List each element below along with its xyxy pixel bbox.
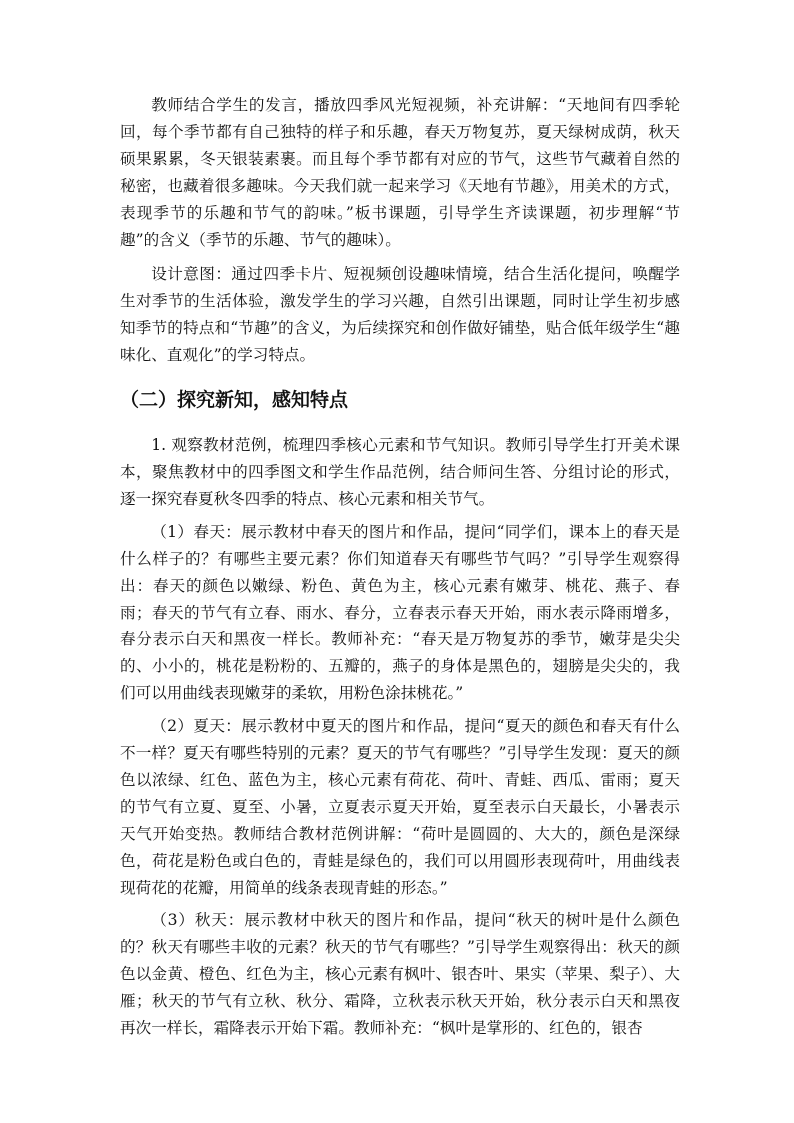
paragraph-spring: （1）春天：展示教材中春天的图片和作品，提问“同学们，课本上的春天是什么样子的？有哪些主要元素？你们知道春天有哪些节气吗？”引导学生观察得出：春天的颜色以嫩绿、粉色、黄色为主，核心元素有嫩芽、桃花、燕子、春雨；春天的节气有立春、雨水、春分，立春表示春天开始，雨水表示降雨增多，春分表示白天和黑夜一样长。教师补充：“春天是万物复苏的季节，嫩芽是尖尖的、小小的，桃花是粉粉的、五瓣的，燕子的身体是黑色的，翅膀是尖尖的，我们可以用曲线表现嫩芽的柔软，用粉色涂抹桃花。” — [120, 522, 680, 703]
paragraph-design-intent: 设计意图：通过四季卡片、短视频创设趣味情境，结合生活化提问，唤醒学生对季节的生活体验，激发学生的学习兴趣，自然引出课题，同时让学生初步感知季节的特点和“节趣”的含义，为后续探究和创作做好铺垫，贴合低年级学生“趣味化、直观化”的学习特点。 — [120, 265, 680, 365]
paragraph-teacher-intro: 教师结合学生的发言，播放四季风光短视频，补充讲解：“天地间有四季轮回，每个季节都有自己独特的样子和乐趣，春天万物复苏，夏天绿树成荫，秋天硕果累累，冬天银装素裹。而且每个季节都有对应的节气，这些节气藏着自然的秘密，也藏着很多趣味。今天我们就一起来学习《天地有节趣》，用美术的方式，表现季节的乐趣和节气的韵味。”板书课题，引导学生齐读课题，初步理解“节趣”的含义（季节的乐趣、节气的趣味）。 — [120, 96, 680, 249]
section-heading: （二）探究新知，感知特点 — [120, 389, 349, 412]
paragraph-autumn: （3）秋天：展示教材中秋天的图片和作品，提问“秋天的树叶是什么颜色的？秋天有哪些丰收的元素？秋天的节气有哪些？”引导学生观察得出：秋天的颜色以金黄、橙色、红色为主，核心元素有枫叶、银杏叶、果实（苹果、梨子）、大雁；秋天的节气有立秋、秋分、霜降，立秋表示秋天开始，秋分表示白天和黑夜再次一样长，霜降表示开始下霜。教师补充：“枫叶是掌形的、红色的，银杏 — [120, 911, 680, 1038]
paragraph-summer: （2）夏天：展示教材中夏天的图片和作品，提问“夏天的颜色和春天有什么不一样？夏天有哪些特别的元素？夏天的节气有哪些？”引导学生发现：夏天的颜色以浓绿、红色、蓝色为主，核心元素有荷花、荷叶、青蛙、西瓜、雷雨；夏天的节气有立夏、夏至、小暑，立夏表示夏天开始，夏至表示白天最长，小暑表示天气开始变热。教师结合教材范例讲解：“荷叶是圆圆的、大大的，颜色是深绿色，荷花是粉色或白色的，青蛙是绿色的，我们可以用圆形表现荷叶，用曲线表现荷花的花瓣，用简单的线条表现青蛙的形态。” — [120, 717, 680, 897]
document-body — [120, 92, 680, 1042]
paragraph-observe-textbook: 1. 观察教材范例，梳理四季核心元素和节气知识。教师引导学生打开美术课本，聚焦教材中的四季图文和学生作品范例，结合师问生答、分组讨论的形式，逐一探究春夏秋冬四季的特点、核心元素和相关节气。 — [120, 436, 680, 508]
